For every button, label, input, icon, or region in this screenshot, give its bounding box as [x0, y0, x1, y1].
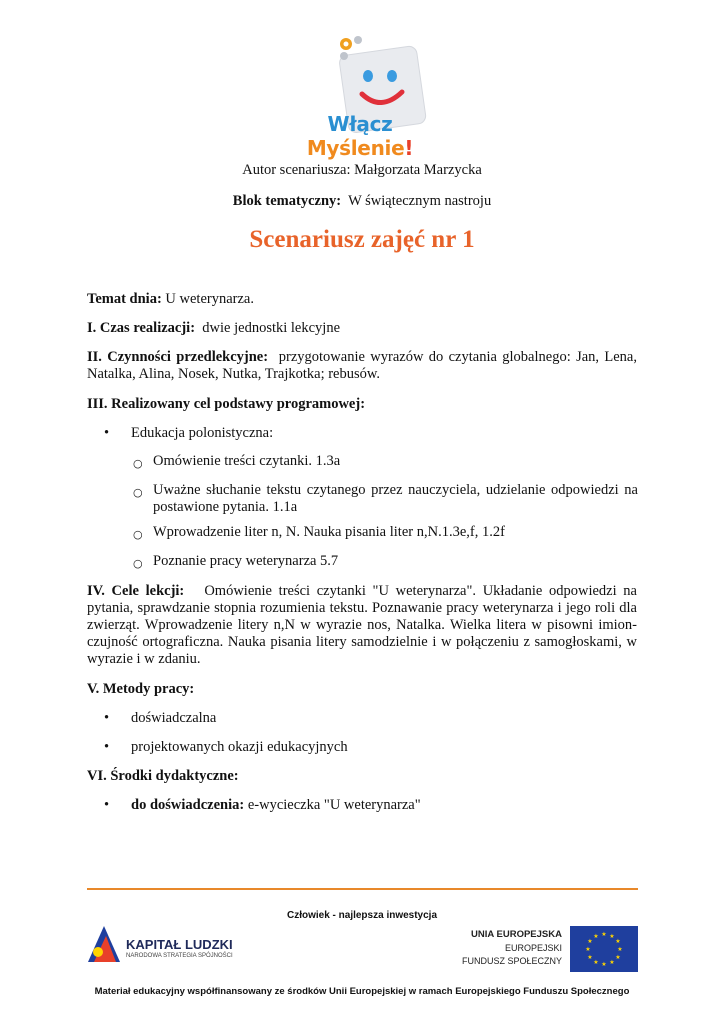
brand-exclaim: !	[404, 136, 414, 160]
means-heading-text: VI. Środki dydaktyczne:	[87, 768, 239, 784]
svg-text:★: ★	[585, 946, 591, 953]
svg-text:★: ★	[593, 933, 599, 940]
goal-item-text: Edukacja polonistyczna:	[131, 425, 274, 441]
kapital-ludzki-logo-icon	[86, 922, 122, 968]
sub-item-text: Omówienie treści czytanki. 1.3a	[153, 453, 341, 469]
svg-text:★: ★	[593, 959, 599, 966]
topic-label: Temat dnia:	[87, 291, 162, 307]
time-value: dwie jednostki lekcyjne	[202, 320, 341, 336]
svg-text:★: ★	[609, 959, 615, 966]
bullet-icon: •	[104, 797, 110, 813]
circle-bullet-icon: ○	[133, 528, 143, 541]
brand-wordmark	[280, 112, 440, 160]
svg-text:★: ★	[587, 938, 593, 945]
kl-name: KAPITAŁ LUDZKI	[126, 937, 233, 952]
topic-line	[87, 291, 637, 308]
prep-paragraph	[87, 349, 637, 383]
bullet-icon: •	[104, 710, 110, 726]
time-label: I. Czas realizacji:	[87, 320, 196, 336]
means-heading	[87, 768, 637, 785]
prep-label: II. Czynności przedlekcyjne:	[87, 349, 269, 365]
prep-value: przygotowanie wyrazów do czytania globalnego: Jan, Lena, Natalka, Alina, Nosek, Nutka, Trajkotka; rebusów.	[87, 349, 637, 382]
svg-text:★: ★	[617, 946, 623, 953]
goal-heading	[87, 396, 637, 413]
sub-item-text: Uważne słuchanie tekstu czytanego przez nauczyciela, udzielanie odpowiedzi na postawione pytania. 1.1a	[153, 482, 638, 515]
page-title: Scenariusz zajęć nr 1	[249, 226, 475, 253]
svg-text:★: ★	[601, 961, 607, 968]
eu-line-1: UNIA EUROPEJSKA	[471, 929, 562, 940]
methods-heading	[87, 681, 637, 698]
block-label: Blok tematyczny:	[232, 193, 342, 209]
aims-value: Omówienie treści czytanki "U weterynarza". Układanie odpowiedzi na pytania, sprawdzanie stopnia rozumienia tekstu. Poznawanie pracy weterynarza i jego roli dla zwierząt. Wprowadzenie litery n,N w wyrazie nos, Natalka. Wielka litera w pisowni imion- czujność ortograficzna. Nauka pisania litery samodzielnie i w połączeniu z samogłoskami, w wyrazie i w zdaniu.	[87, 583, 637, 667]
eu-line-2: EUROPEJSKI	[504, 943, 562, 953]
bullet-icon: •	[104, 739, 110, 755]
aims-label: IV. Cele lekcji:	[87, 583, 185, 599]
means-label: do doświadczenia:	[131, 797, 245, 813]
cofinance-note: Materiał edukacyjny współfinansowany ze środków Unii Europejskiej w ramach Europejskiego Funduszu Społecznego	[94, 986, 630, 997]
time-line	[87, 320, 637, 337]
author-line: Autor scenariusza: Małgorzata Marzycka	[242, 162, 482, 178]
svg-text:★: ★	[587, 954, 593, 961]
sub-item-text: Poznanie pracy weterynarza 5.7	[153, 553, 339, 569]
svg-text:★: ★	[615, 938, 621, 945]
circle-bullet-icon: ○	[133, 557, 143, 570]
bullet-icon: •	[104, 425, 110, 441]
methods-heading-text: V. Metody pracy:	[87, 681, 195, 697]
kl-sub: NARODOWA STRATEGIA SPÓJNOŚCI	[126, 953, 233, 959]
thematic-block-line	[0, 193, 724, 210]
method-text: doświadczalna	[131, 710, 217, 726]
block-value: W świątecznym nastroju	[348, 193, 492, 209]
svg-text:★: ★	[615, 954, 621, 961]
brand-word-1: Włącz	[327, 112, 393, 136]
eu-line-3: FUNDUSZ SPOŁECZNY	[461, 956, 562, 966]
footer-divider	[87, 888, 638, 890]
aims-paragraph	[87, 583, 637, 668]
sub-item-text: Wprowadzenie liter n, N. Nauka pisania liter n,N.1.3e,f, 1.2f	[153, 524, 505, 540]
svg-text:★: ★	[609, 933, 615, 940]
method-text: projektowanych okazji edukacyjnych	[131, 739, 348, 755]
svg-text:★: ★	[601, 931, 607, 938]
goal-heading-text: III. Realizowany cel podstawy programowej:	[87, 396, 366, 412]
circle-bullet-icon: ○	[133, 486, 143, 499]
footer-slogan: Człowiek - najlepsza inwestycja	[286, 910, 438, 921]
eu-flag-icon	[570, 926, 638, 972]
topic-value: U weterynarza.	[165, 291, 254, 307]
means-value: e-wycieczka "U weterynarza"	[247, 797, 421, 813]
circle-bullet-icon: ○	[133, 457, 143, 470]
brand-word-2: Myślenie	[306, 136, 405, 160]
